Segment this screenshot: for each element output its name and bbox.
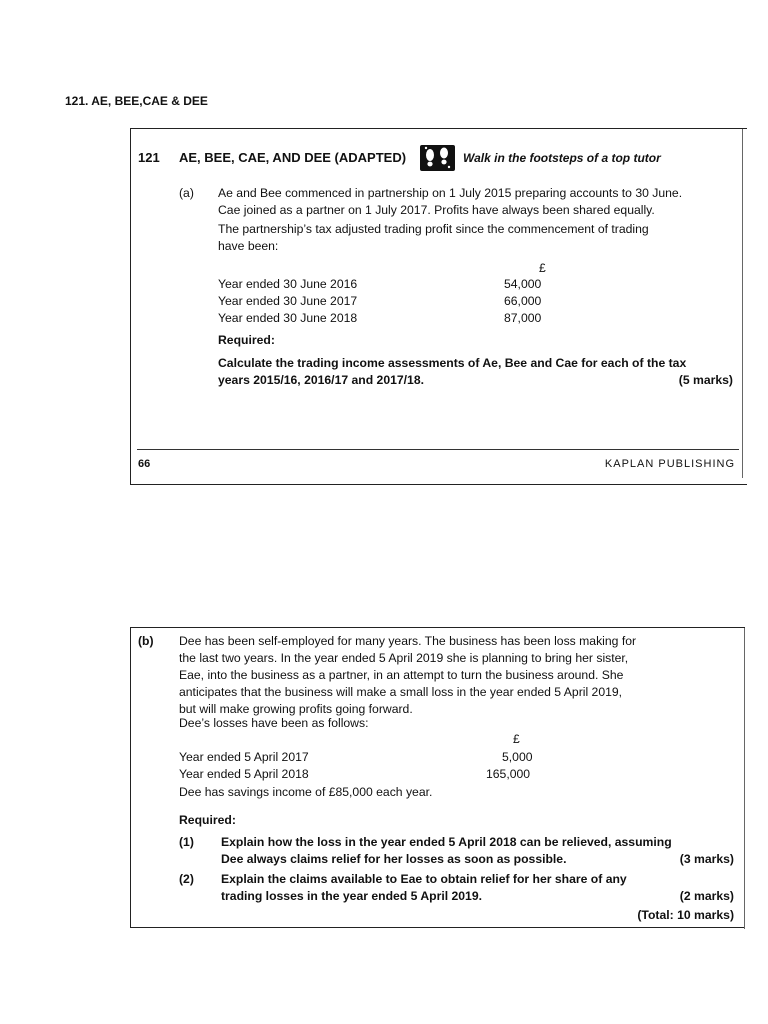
question-title: AE, BEE, CAE, AND DEE (ADAPTED): [179, 150, 407, 165]
panel-right-rule: [744, 628, 745, 929]
table-row-label: Year ended 30 June 2017: [218, 294, 358, 308]
item-line: Explain the claims available to Eae to obtain relief for her share of any: [221, 872, 627, 886]
question-panel-b: [130, 627, 745, 928]
paragraph-line: Dee has been self-employed for many years. The business has been loss making for: [179, 634, 637, 648]
required-label: Required:: [218, 333, 275, 347]
marks: (5 marks): [678, 373, 733, 387]
required-label: Required:: [179, 813, 236, 827]
paragraph-line: Ae and Bee commenced in partnership on 1 July 2015 preparing accounts to 30 June.: [218, 186, 683, 200]
tagline: Walk in the footsteps of a top tutor: [463, 151, 661, 165]
part-label-a: (a): [179, 186, 194, 200]
item-line: Dee always claims relief for her losses as soon as possible.: [221, 852, 567, 866]
item-line: trading losses in the year ended 5 April 2019.: [221, 889, 482, 903]
footsteps-icon: [420, 145, 455, 171]
paragraph-line: The partnership’s tax adjusted trading profit since the commencement of trading: [218, 222, 649, 236]
item-number: (2): [179, 872, 194, 886]
paragraph-2: [218, 221, 649, 255]
table-row-value: 87,000: [504, 311, 542, 325]
paragraph-line: but will make growing profits going forward.: [179, 702, 413, 716]
table-row-label: Year ended 30 June 2018: [218, 311, 358, 325]
page-number: 66: [138, 458, 151, 470]
part-label-b: (b): [138, 634, 154, 648]
currency-header: £: [539, 261, 546, 275]
paragraph-line: the last two years. In the year ended 5 April 2019 she is planning to bring her sister,: [179, 651, 629, 665]
question-number: 121: [138, 150, 160, 165]
panel-right-rule: [742, 129, 743, 478]
item-marks: (2 marks): [679, 889, 734, 903]
item-marks: (3 marks): [679, 852, 734, 866]
required-line: years 2015/16, 2016/17 and 2017/18.: [218, 373, 425, 387]
table-row-label: Year ended 30 June 2016: [218, 277, 358, 291]
currency-header: £: [513, 732, 520, 746]
required-line: Calculate the trading income assessments of Ae, Bee and Cae for each of the tax: [218, 356, 687, 370]
table-row-value: 165,000: [486, 767, 531, 781]
paragraph-line: have been:: [218, 239, 279, 253]
item-text: [221, 834, 672, 868]
savings-text: Dee has savings income of £85,000 each year.: [179, 785, 433, 799]
paragraph-line: Cae joined as a partner on 1 July 2017. Profits have always been shared equally.: [218, 203, 655, 217]
question-panel-a: [130, 128, 747, 485]
paragraph-2: Dee’s losses have been as follows:: [179, 716, 369, 730]
paragraph-1: [179, 633, 636, 718]
total-marks: (Total: 10 marks): [637, 908, 734, 922]
table-row-value: 54,000: [504, 277, 542, 291]
required-text: [218, 355, 686, 389]
paragraph-line: anticipates that the business will make a small loss in the year ended 5 April 2019,: [179, 685, 623, 699]
table-row-value: 66,000: [504, 294, 542, 308]
page-heading: 121. AE, BEE,CAE & DEE: [65, 94, 208, 108]
item-line: Explain how the loss in the year ended 5 April 2018 can be relieved, assuming: [221, 835, 672, 849]
paragraph-line: Eae, into the business as a partner, in an attempt to turn the business around. She: [179, 668, 624, 682]
footer-divider: [137, 449, 739, 450]
item-number: (1): [179, 835, 194, 849]
table-row-value: 5,000: [502, 750, 533, 764]
table-row-label: Year ended 5 April 2017: [179, 750, 309, 764]
item-text: [221, 871, 627, 905]
table-row-label: Year ended 5 April 2018: [179, 767, 309, 781]
paragraph-1: [218, 185, 682, 219]
publisher: KAPLAN PUBLISHING: [604, 458, 735, 470]
